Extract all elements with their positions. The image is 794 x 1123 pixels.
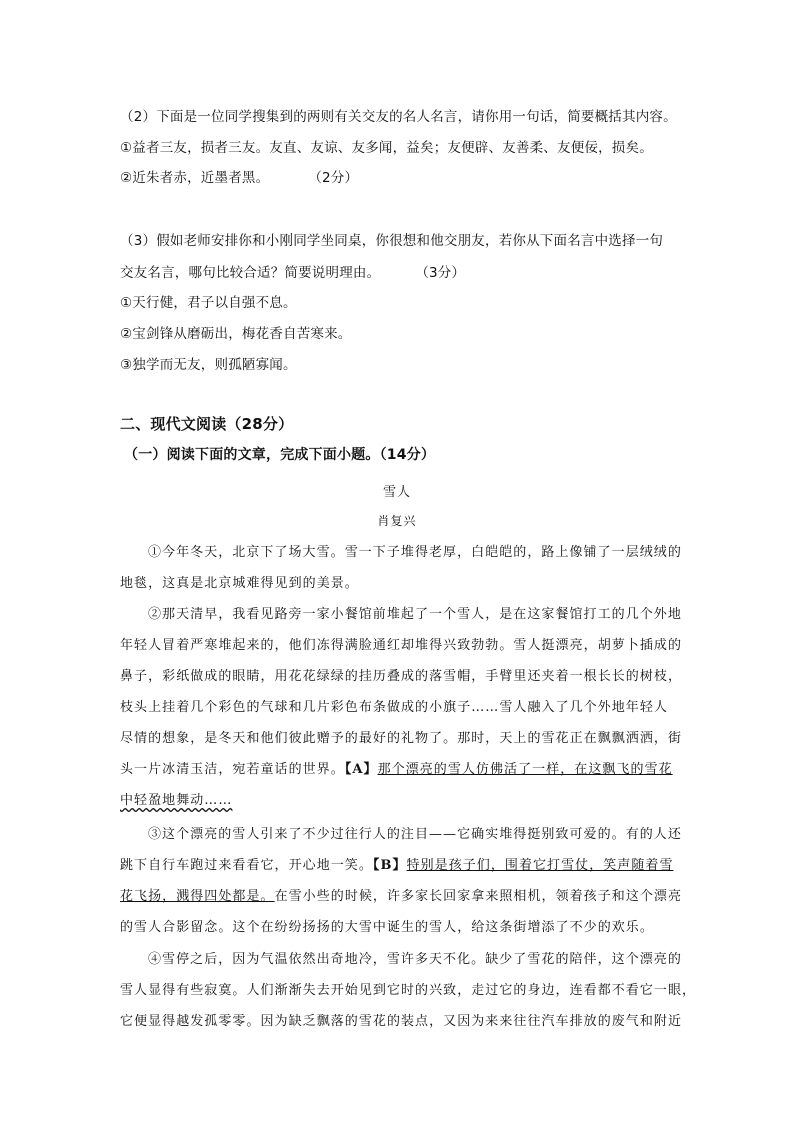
- q3-option-2: ②宝剑锋从磨砺出，梅花香自苦寒来。: [120, 326, 352, 342]
- passage-a-underlined-end: 中轻盈地舞动……: [120, 793, 233, 808]
- marker-b: 【B】: [372, 858, 407, 873]
- article-p2-line-7: [120, 789, 232, 808]
- passage-b-underlined: 特别是孩子们，围着它打雪仗，笑声随着雪: [406, 858, 674, 873]
- q3-prompt-line-1: （3）假如老师安排你和小刚同学坐同桌，你很想和他交朋友，若你从下面名言中选择一句: [120, 233, 664, 249]
- q2-quote-2: ②近朱者赤，近墨者黑。: [120, 170, 270, 186]
- q2-prompt: （2）下面是一位同学搜集到的两则有关交友的名人名言，请你用一句话，简要概括其内容。: [120, 109, 677, 125]
- article-p4-line-1: ④雪停之后，因为气温依然出奇地冷，雪许多天不化。缺少了雪花的陪伴，这个漂亮的: [148, 952, 682, 967]
- q3-prompt-line-2-row: [120, 261, 465, 281]
- q3-score: （3分）: [415, 265, 466, 281]
- q2-quote-1: ①益者三友，损者三友。友直、友谅、友多闻，益矣；友便辟、友善柔、友便佞，损矣。: [120, 140, 653, 156]
- q3-option-3: ③独学而无友，则孤陋寡闻。: [120, 357, 297, 373]
- article-p4-line-3: 它便显得越发孤零零。因为缺乏飘落的雪花的装点，又因为来来往往汽车排放的废气和附近: [120, 1014, 683, 1029]
- passage-b-underlined-end: 花飞扬，溅得四处都是。: [120, 889, 275, 904]
- article-p3-line-2: [120, 854, 674, 873]
- article-p2-line-2: 年轻人冒着严寒堆起来的，他们冻得满脸通红却堆得兴致勃勃。雪人挺漂亮，胡萝卜插成的: [120, 638, 683, 653]
- section-2-title: 二、现代文阅读（28分）: [120, 415, 294, 433]
- q2-quote-2-line: [120, 166, 358, 186]
- article-p4-line-2: 雪人显得有些寂寞。人们渐渐失去开始见到它时的兴致，走过它的身边，连看都不看它一眼，: [120, 983, 697, 998]
- marker-a: 【A】: [344, 762, 378, 777]
- article-p2-line-4: 枝头上挂着几个彩色的气球和几片彩色布条做成的小旗子……雪人融入了几个外地年轻人: [120, 700, 668, 715]
- q2-score: （2分）: [308, 170, 359, 186]
- article-p2-line-6: [120, 758, 673, 777]
- article-p2-line-1: ②那天清早，我看见路旁一家小餐馆前堆起了一个雪人，是在这家餐馆打工的几个外地: [148, 607, 682, 622]
- article-p3-line-2-text: 跳下自行车跑过来看看它，开心地一笑。: [120, 858, 373, 873]
- article-author: 肖复兴: [377, 514, 417, 528]
- section-2-part-1: （一）阅读下面的文章，完成下面小题。（14分）: [124, 447, 436, 463]
- q3-option-1: ①天行健，君子以自强不息。: [120, 295, 297, 311]
- article-p1-line-2: 地毯，这真是北京城难得见到的美景。: [120, 576, 359, 591]
- article-p2-line-6-text: 头一片冰清玉洁，宛若童话的世界。: [120, 762, 345, 777]
- article-p3-line-3: [120, 885, 682, 904]
- article-p3-line-3-text: 在雪小些的时候，许多家长回家拿来照相机，领着孩子和这个漂亮: [274, 889, 683, 904]
- article-p2-line-5: 尽情的想象，是冬天和他们彼此赠予的最好的礼物了。那时，天上的雪花正在飘飘洒洒，街: [120, 731, 683, 746]
- article-p3-line-1: ③这个漂亮的雪人引来了不少过往行人的注目——它确实堆得挺别致可爱的。有的人还: [148, 827, 682, 842]
- passage-a-underlined: 那个漂亮的雪人仿佛活了一样，在这飘飞的雪花: [377, 762, 673, 777]
- article-p3-line-4: 的雪人合影留念。这个在纷纷扬扬的大雪中诞生的雪人，给这条街增添了不少的欢乐。: [120, 920, 654, 935]
- article-p2-line-3: 鼻子，彩纸做成的眼睛，用花花绿绿的挂历叠成的落雪帽，手臂里还夹着一根长长的树枝，: [120, 669, 683, 684]
- article-title: 雪人: [382, 485, 412, 500]
- q3-prompt-line-2: 交友名言，哪句比较合适？简要说明理由。: [120, 265, 381, 281]
- article-p1-line-1: ①今年冬天，北京下了场大雪。雪一下子堆得老厚，白皑皑的，路上像铺了一层绒绒的: [148, 545, 682, 560]
